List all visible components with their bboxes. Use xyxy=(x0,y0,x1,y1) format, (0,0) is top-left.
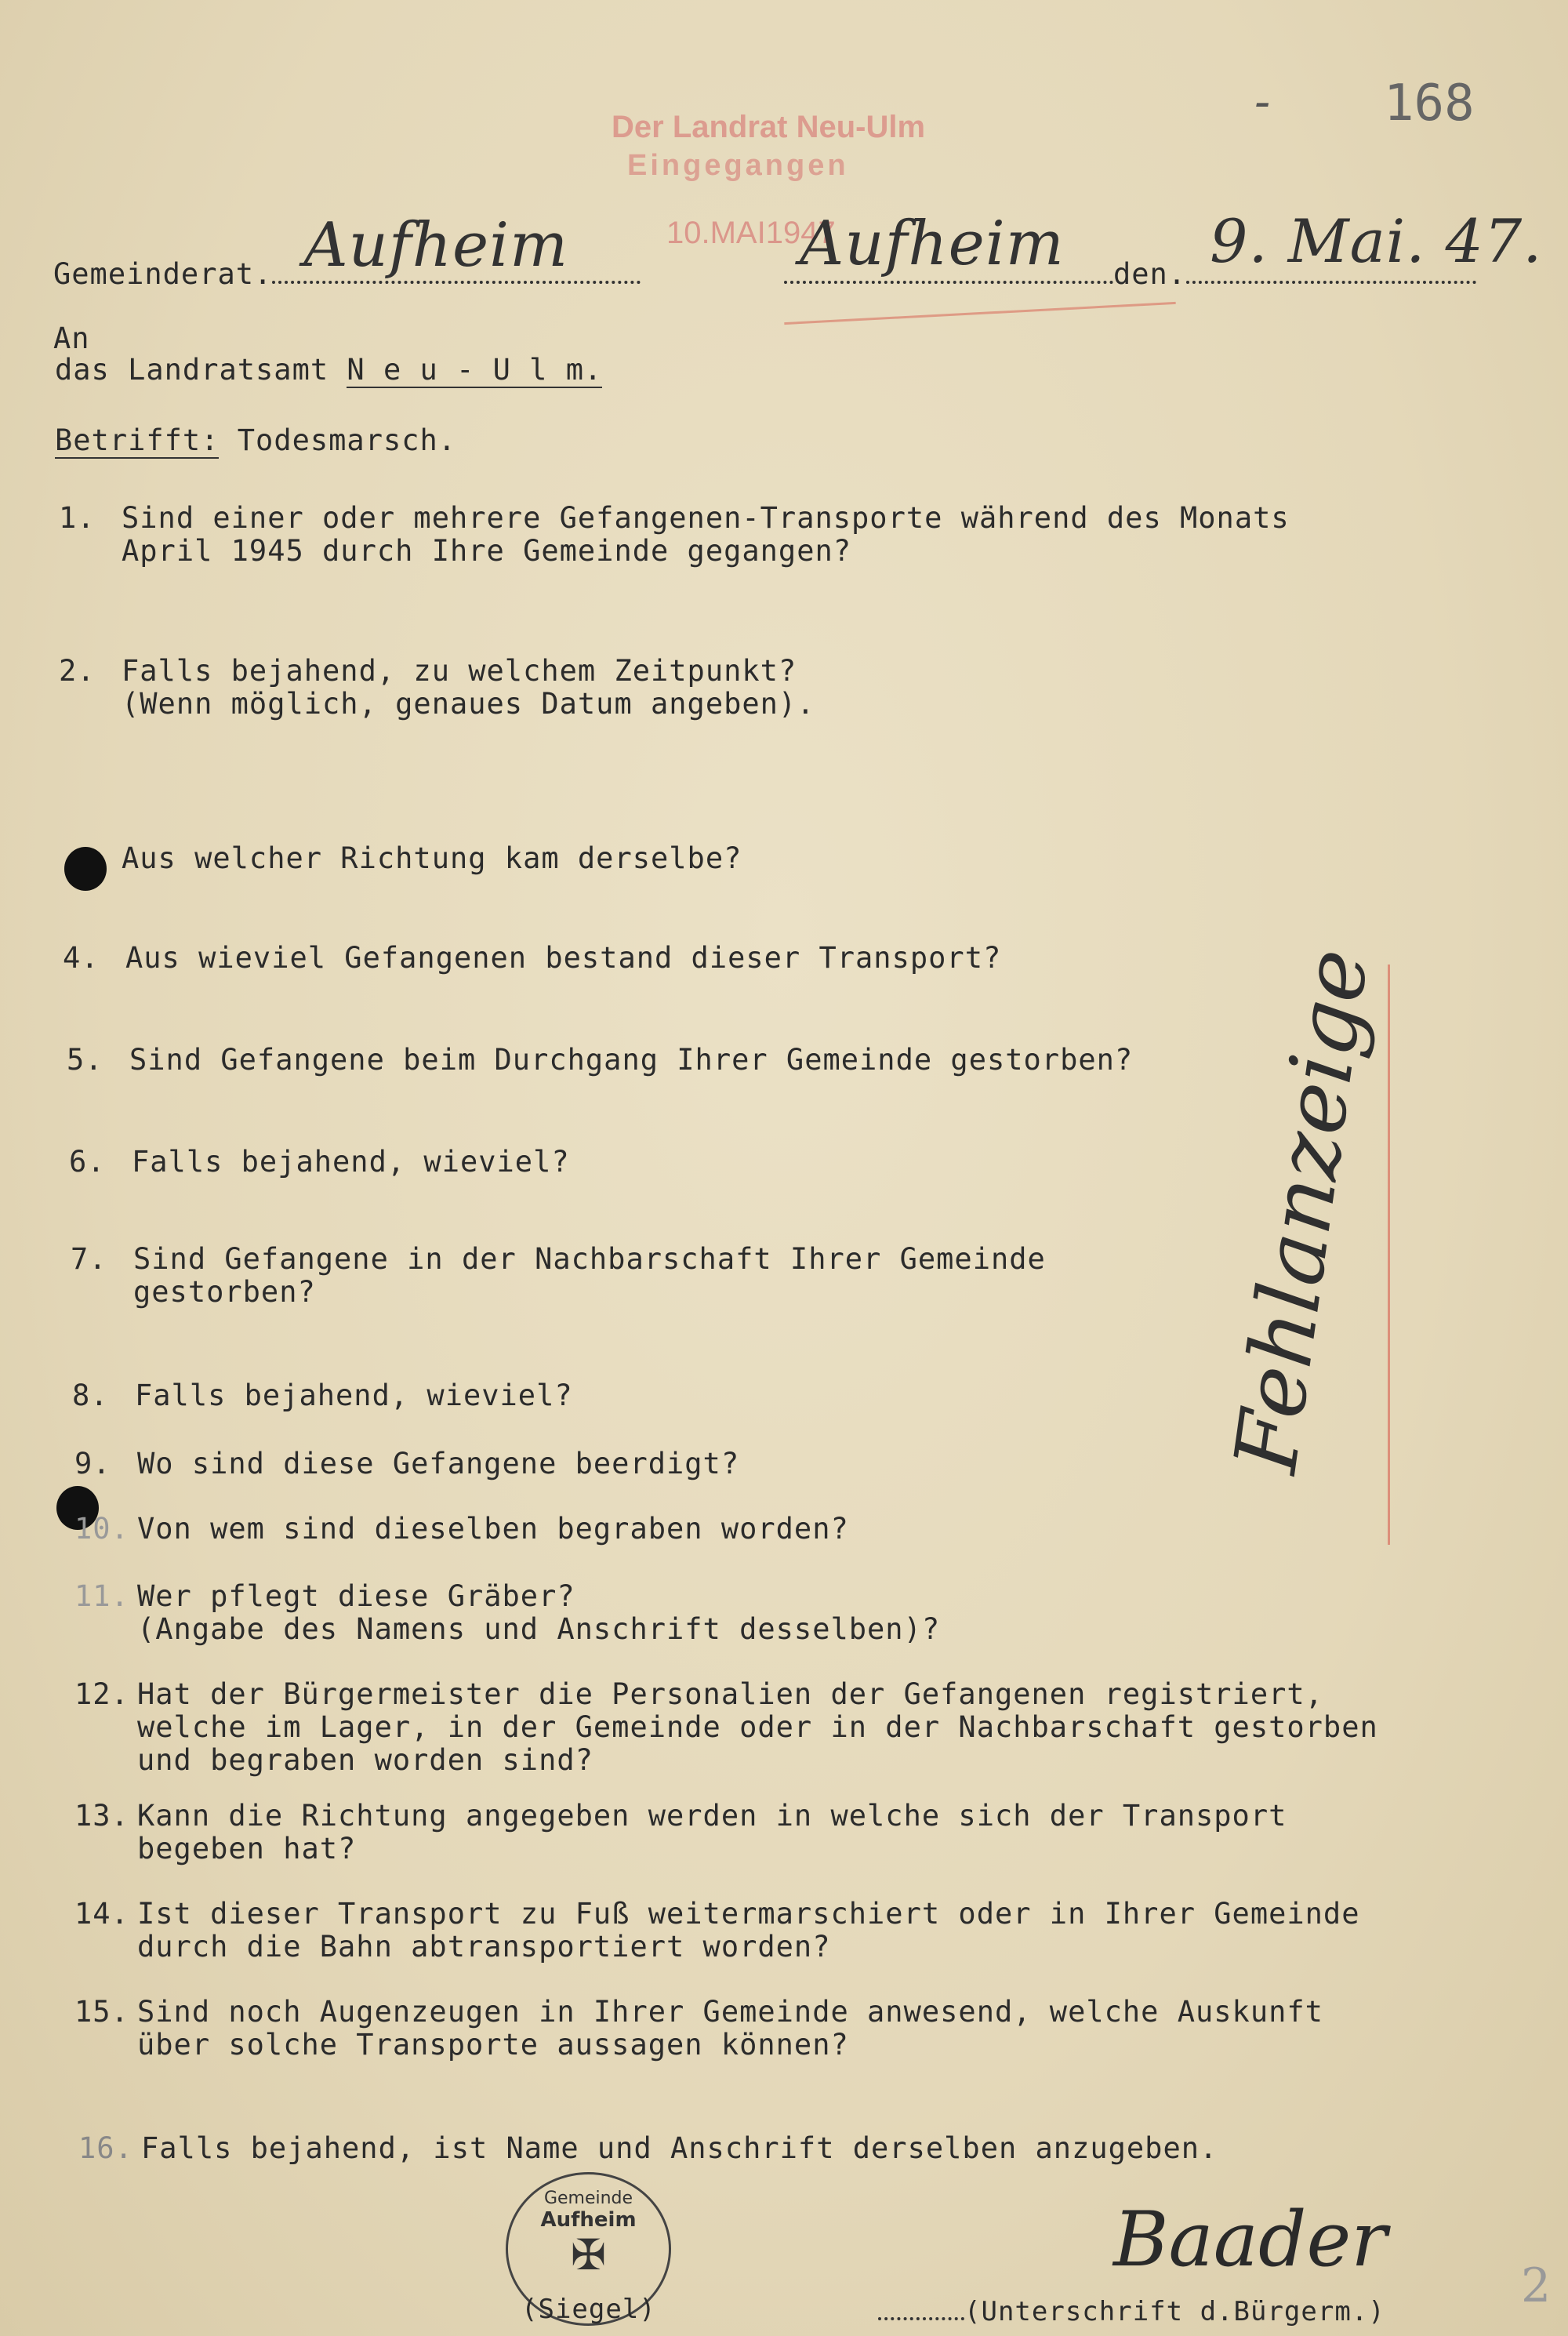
question-number: 15. xyxy=(74,1995,129,2029)
question-text: Sind Gefangene in der Nachbarschaft Ihrer Gemeinde xyxy=(133,1242,1046,1276)
question-text: Falls bejahend, wieviel? xyxy=(132,1145,570,1179)
red-margin-line xyxy=(1388,965,1390,1545)
question-12 xyxy=(74,1678,1378,1777)
question-text: (Wenn möglich, genaues Datum angeben). xyxy=(122,687,815,721)
question-text: Wo sind diese Gefangene beerdigt? xyxy=(137,1447,740,1480)
question-13 xyxy=(74,1800,1287,1866)
margin-note-fehlanzeige: Fehlanzeige xyxy=(1214,943,1388,1479)
place-date-line xyxy=(784,206,1543,291)
question-text: über solche Transporte aussagen können? xyxy=(137,2028,849,2062)
question-number: 4. xyxy=(63,941,100,975)
seal-name: Aufheim xyxy=(540,2208,637,2232)
question-text: und begraben worden sind? xyxy=(137,1743,593,1777)
question-1 xyxy=(59,502,1290,568)
question-6 xyxy=(69,1145,570,1179)
subject-value: Todesmarsch. xyxy=(237,423,457,457)
question-14 xyxy=(74,1898,1359,1964)
date-field xyxy=(1186,206,1543,284)
date-label: den. xyxy=(1113,257,1187,291)
question-text: gestorben? xyxy=(133,1275,316,1309)
question-text: Falls bejahend, wieviel? xyxy=(135,1379,573,1412)
question-text: durch die Bahn abtransportiert worden? xyxy=(137,1930,831,1964)
question-11 xyxy=(74,1580,940,1646)
question-9 xyxy=(74,1447,739,1480)
question-number: 5. xyxy=(67,1043,103,1077)
question-text: Aus welcher Richtung kam derselbe? xyxy=(122,841,742,875)
question-text: Hat der Bürgermeister die Personalien der Gefangenen registriert, xyxy=(137,1677,1323,1711)
question-number: 16. xyxy=(78,2131,133,2165)
question-number: 13. xyxy=(74,1799,129,1833)
question-5 xyxy=(67,1043,1133,1077)
top-dash: - xyxy=(1254,74,1271,129)
question-text: Falls bejahend, zu welchem Zeitpunkt? xyxy=(122,654,797,688)
question-number: 14. xyxy=(74,1897,129,1931)
question-number: 9. xyxy=(74,1447,111,1480)
recipient-place: N e u - U l m. xyxy=(347,353,603,387)
question-text: Kann die Richtung angegeben werden in welche sich der Transport xyxy=(137,1799,1287,1833)
question-4 xyxy=(63,941,1001,975)
recipient-prefix: das Landratsamt xyxy=(55,353,329,387)
header-line xyxy=(53,210,641,291)
seal-top-text: Gemeinde xyxy=(543,2189,633,2208)
question-7 xyxy=(71,1243,1046,1309)
question-text: Sind Gefangene beim Durchgang Ihrer Gemeinde gestorben? xyxy=(129,1043,1134,1077)
question-number: 7. xyxy=(71,1242,107,1276)
to-label: An xyxy=(53,322,90,355)
question-10 xyxy=(74,1512,849,1546)
question-number: 1. xyxy=(59,501,96,535)
seal-emblem-icon: ✠ xyxy=(570,2230,607,2280)
question-text: Ist dieser Transport zu Fuß weitermarschiert oder in Ihrer Gemeinde xyxy=(137,1897,1360,1931)
question-text: April 1945 durch Ihre Gemeinde gegangen? xyxy=(122,534,852,568)
corner-mark: 2 xyxy=(1521,2258,1552,2313)
question-8 xyxy=(72,1379,573,1412)
place-field xyxy=(784,209,1113,284)
received-stamp-line2: Eingegangen xyxy=(627,149,849,182)
question-text: Falls bejahend, ist Name und Anschrift derselben anzugeben. xyxy=(141,2131,1218,2165)
subject-line xyxy=(55,423,456,457)
question-text: Aus wieviel Gefangenen bestand dieser Transport? xyxy=(125,941,1002,975)
question-text: begeben hat? xyxy=(137,1832,357,1866)
question-text: (Angabe des Namens und Anschrift desselben)? xyxy=(137,1612,941,1646)
page-number: 168 xyxy=(1384,74,1475,133)
municipality-field xyxy=(272,210,641,284)
question-3 xyxy=(59,841,742,875)
question-number: 11. xyxy=(74,1579,129,1613)
seal-caption: (Siegel) xyxy=(521,2294,656,2325)
question-text: Von wem sind dieselben begraben worden? xyxy=(137,1512,849,1546)
signature-dots xyxy=(878,2317,964,2320)
question-2 xyxy=(59,655,815,721)
received-stamp-line1: Der Landrat Neu-Ulm xyxy=(612,110,926,144)
place-handwritten: Aufheim xyxy=(800,209,1065,279)
subject-label: Betrifft: xyxy=(55,423,220,457)
question-number: 6. xyxy=(69,1145,106,1179)
question-text: welche im Lager, in der Gemeinde oder in der Nachbarschaft gestorben xyxy=(137,1710,1378,1744)
question-number: 2. xyxy=(59,654,96,688)
question-16 xyxy=(78,2131,1218,2165)
signature-caption: (Unterschrift d.Bürgerm.) xyxy=(964,2296,1385,2327)
question-number: 8. xyxy=(72,1379,109,1412)
question-text: Wer pflegt diese Gräber? xyxy=(137,1579,575,1613)
municipality-handwritten: Aufheim xyxy=(303,210,569,281)
recipient-line xyxy=(55,353,602,387)
question-15 xyxy=(74,1996,1323,2062)
mayor-signature: Baader xyxy=(1113,2196,1388,2283)
signature-line xyxy=(878,2296,1385,2327)
received-date-stamp: 10.MAI1947 xyxy=(666,216,836,250)
question-text: Sind noch Augenzeugen in Ihrer Gemeinde anwesend, welche Auskunft xyxy=(137,1995,1323,2029)
question-text: Sind einer oder mehrere Gefangenen-Transporte während des Monats xyxy=(122,501,1290,535)
question-number: 10. xyxy=(74,1512,129,1546)
red-pencil-underline xyxy=(784,302,1175,325)
question-number: 12. xyxy=(74,1677,129,1711)
date-handwritten: 9. Mai. 47. xyxy=(1210,206,1543,276)
municipal-label: Gemeinderat. xyxy=(53,257,273,291)
